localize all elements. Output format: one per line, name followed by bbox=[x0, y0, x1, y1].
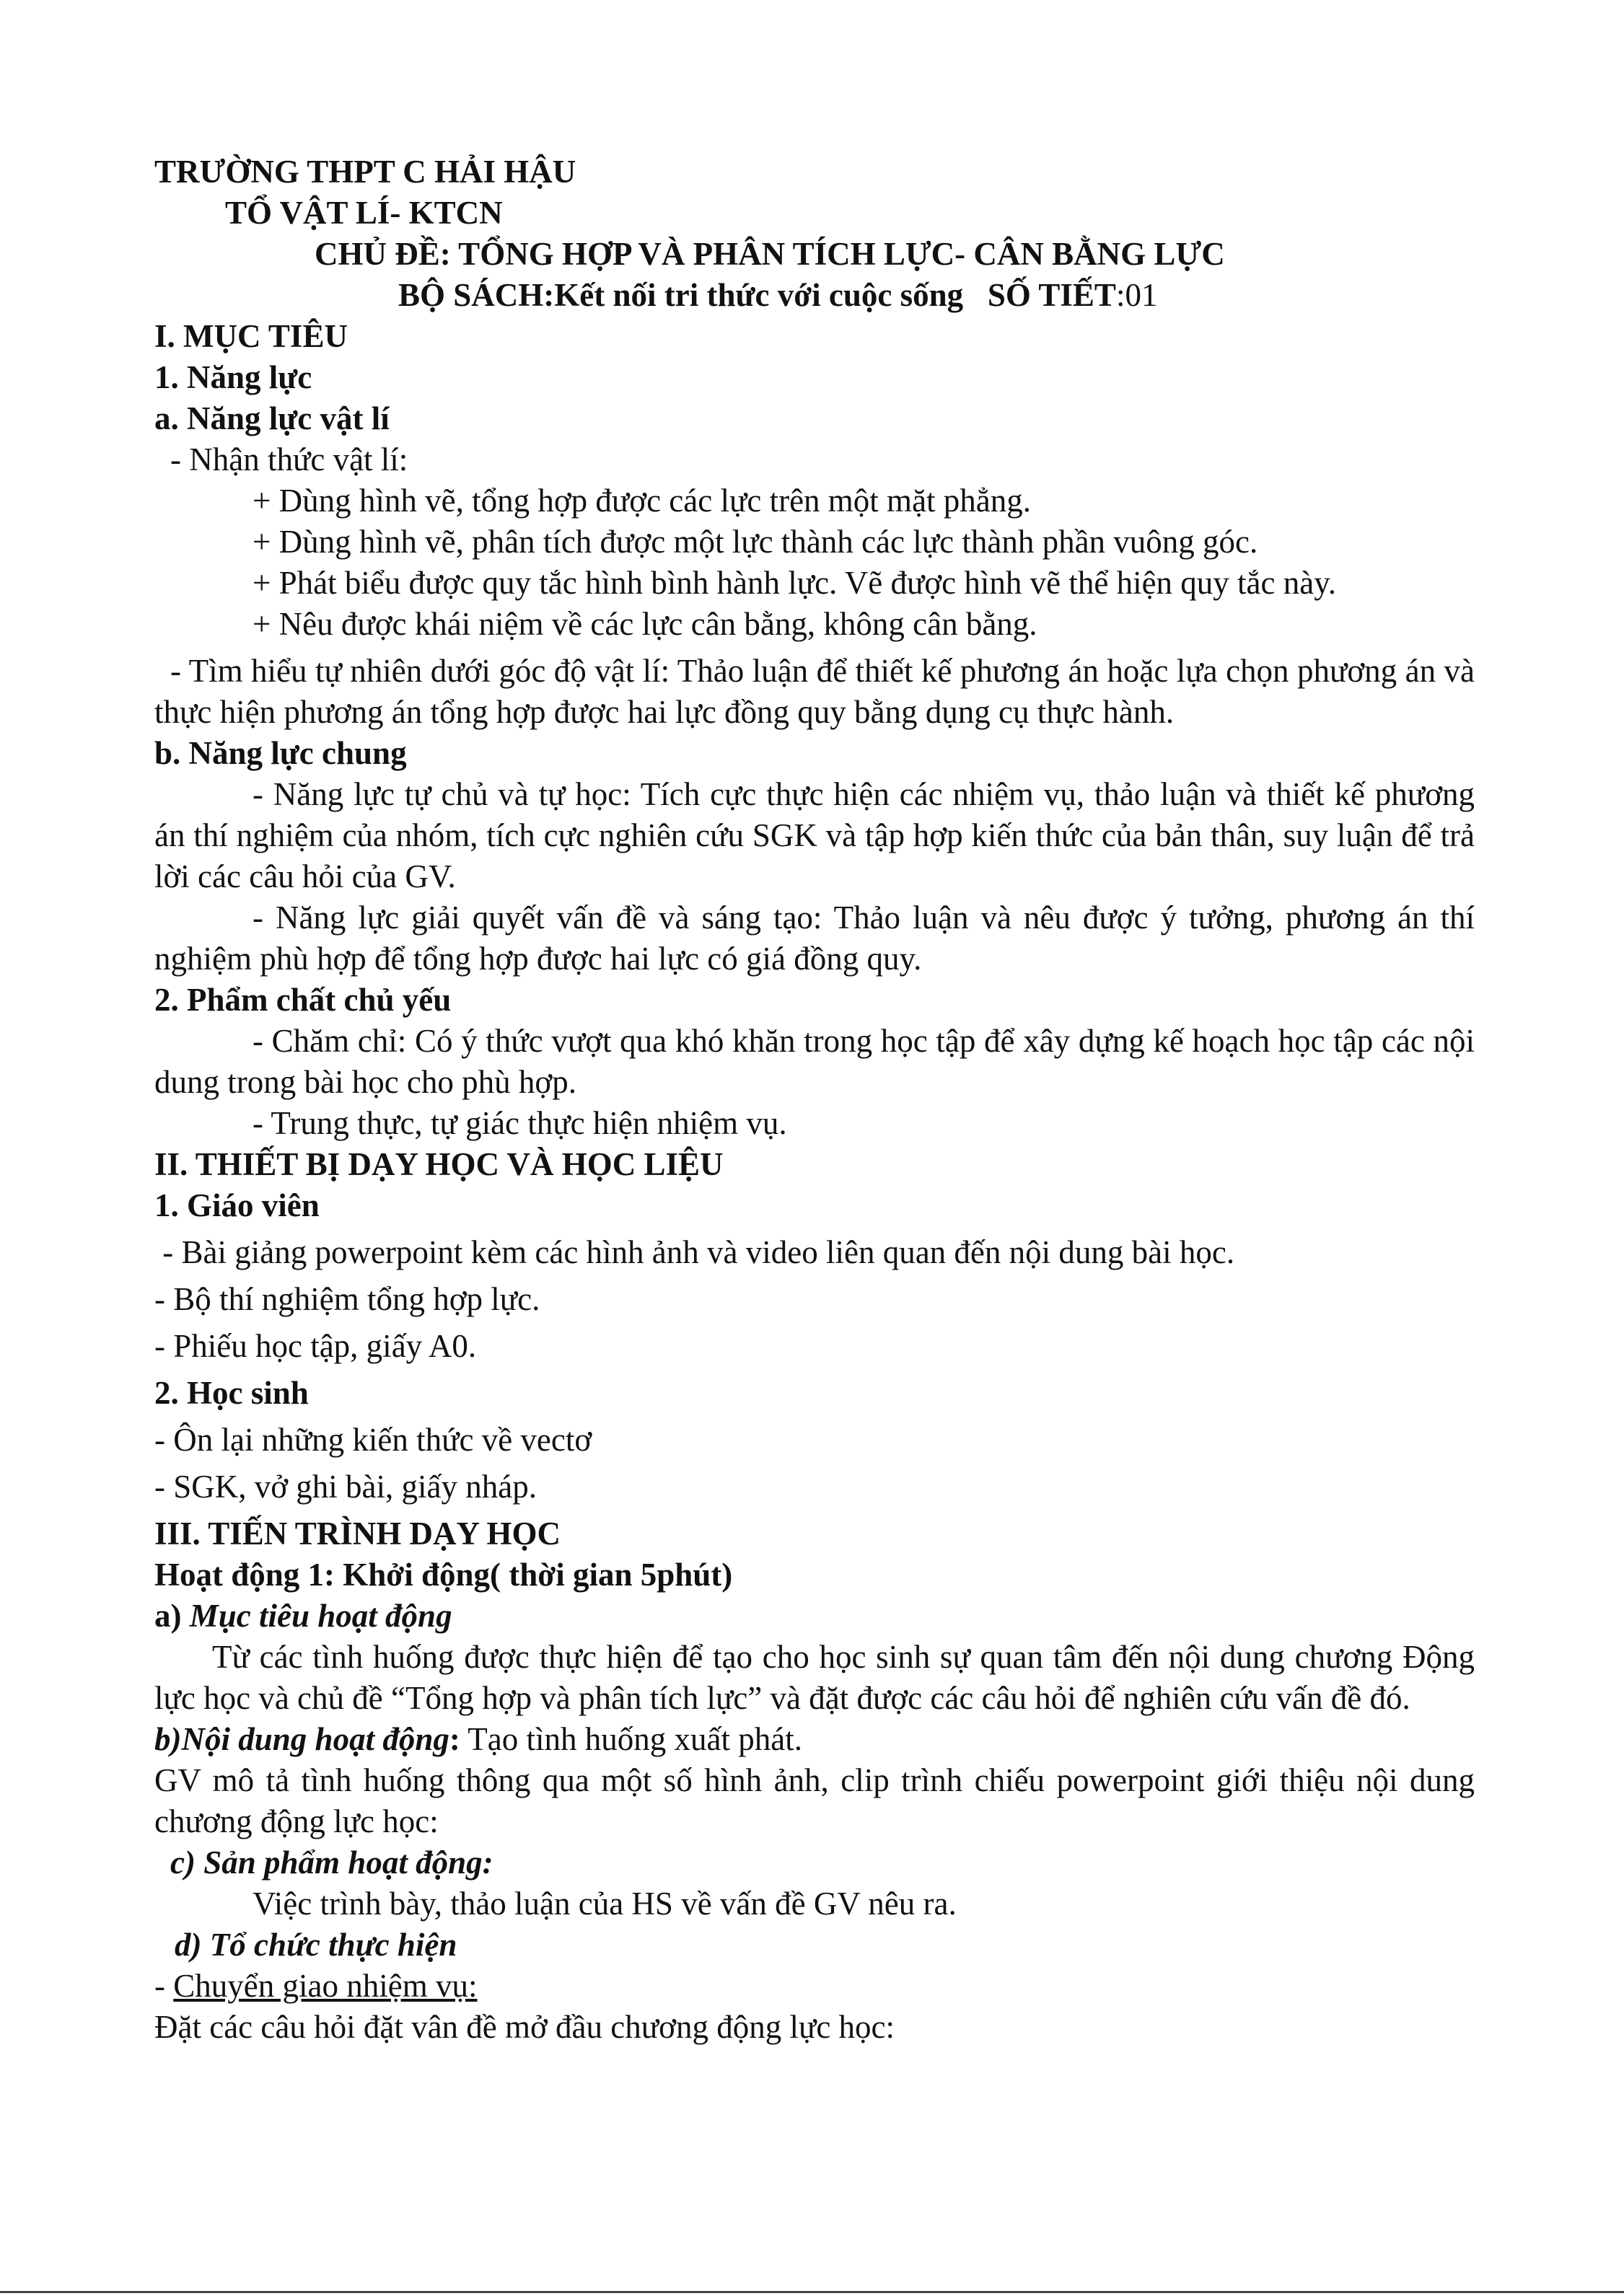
periods-label: SỐ TIẾT bbox=[987, 277, 1116, 313]
teacher-heading: 1. Giáo viên bbox=[154, 1187, 320, 1223]
section-1-heading: I. MỤC TIÊU bbox=[154, 318, 348, 354]
objective-item: + Dùng hình vẽ, tổng hợp được các lực trên một mặt phẳng. bbox=[253, 483, 1032, 519]
objective-item: + Dùng hình vẽ, phân tích được một lực thành các lực thành phần vuông góc. bbox=[253, 524, 1258, 560]
organization-heading: d) Tổ chức thực hiện bbox=[175, 1927, 457, 1963]
student-item: - SGK, vở ghi bài, giấy nháp. bbox=[154, 1469, 537, 1505]
content-text: Tạo tình huống xuất phát. bbox=[460, 1721, 802, 1757]
cognition-label: - Nhận thức vật lí: bbox=[170, 441, 408, 478]
teacher-item: - Phiếu học tập, giấy A0. bbox=[154, 1328, 477, 1364]
book-name: :Kết nối tri thức với cuộc sống bbox=[543, 277, 964, 313]
goal-heading bbox=[154, 1596, 1475, 1637]
objective-item: + Nêu được khái niệm về các lực cân bằng, không cân bằng. bbox=[253, 606, 1037, 642]
content-description: GV mô tả tình huống thông qua một số hình ảnh, clip trình chiếu powerpoint giới thiệu nội dung chương động lực học: bbox=[154, 1762, 1475, 1839]
content-colon: : bbox=[449, 1721, 460, 1757]
physics-competence-heading: a. Năng lực vật lí bbox=[154, 400, 390, 436]
product-paragraph: Việc trình bày, thảo luận của HS về vấn đề GV nêu ra. bbox=[253, 1886, 957, 1922]
book-label: BỘ SÁCH bbox=[398, 277, 544, 313]
honesty-paragraph: - Trung thực, tự giác thực hiện nhiệm vụ. bbox=[253, 1105, 787, 1141]
task-transfer-line bbox=[154, 1966, 1475, 2007]
periods-value: :01 bbox=[1115, 277, 1158, 313]
content-label: b)Nội dung hoạt động bbox=[154, 1721, 449, 1757]
page-bottom-edge bbox=[0, 2291, 1624, 2293]
teacher-item: - Bài giảng powerpoint kèm các hình ảnh và video liên quan đến nội dung bài học. bbox=[154, 1234, 1235, 1270]
diligence-paragraph: - Chăm chỉ: Có ý thức vượt qua khó khăn trong học tập để xây dựng kế hoạch học tập các nội dung trong bài học cho phù hợp. bbox=[154, 1023, 1475, 1100]
task-transfer-label: Chuyển giao nhiệm vụ: bbox=[173, 1968, 478, 2004]
section-2-heading: II. THIẾT BỊ DẠY HỌC VÀ HỌC LIỆU bbox=[154, 1146, 724, 1182]
objective-item: + Phát biểu được quy tắc hình bình hành lực. Vẽ được hình vẽ thể hiện quy tắc này. bbox=[253, 565, 1337, 601]
competence-heading: 1. Năng lực bbox=[154, 359, 312, 395]
book-info bbox=[154, 275, 1475, 316]
student-item: - Ôn lại những kiến thức về vectơ bbox=[154, 1422, 592, 1458]
goal-prefix: a) bbox=[154, 1598, 190, 1634]
document-body bbox=[154, 151, 1475, 2048]
section-3-heading: III. TIẾN TRÌNH DẠY HỌC bbox=[154, 1516, 561, 1552]
content-line bbox=[154, 1719, 1475, 1760]
self-study-paragraph: - Năng lực tự chủ và tự học: Tích cực thực hiện các nhiệm vụ, thảo luận và thiết kế phương án thí nghiệm của nhóm, tích cực nghiên cứu SGK và tập hợp kiến thức của bản thân, suy luận để trả lời các câu hỏi của GV. bbox=[154, 776, 1475, 894]
school-name: TRƯỜNG THPT C HẢI HẬU bbox=[154, 154, 576, 190]
general-competence-heading: b. Năng lực chung bbox=[154, 735, 407, 771]
activity-heading: Hoạt động 1: Khởi động( thời gian 5phút) bbox=[154, 1557, 733, 1593]
department-name: TỔ VẬT LÍ- KTCN bbox=[225, 195, 503, 231]
problem-solving-paragraph: - Năng lực giải quyết vấn đề và sáng tạo: Thảo luận và nêu được ý tưởng, phương án thí nghiệm phù hợp để tổng hợp được hai lực có giá đồng quy. bbox=[154, 900, 1475, 977]
goal-label: Mục tiêu hoạt động bbox=[189, 1598, 452, 1634]
task-transfer-text: Đặt các câu hỏi đặt vân đề mở đầu chương động lực học: bbox=[154, 2009, 895, 2045]
task-transfer-dash: - bbox=[154, 1968, 174, 2004]
product-heading: c) Sản phẩm hoạt động: bbox=[170, 1844, 493, 1881]
goal-paragraph: Từ các tình huống được thực hiện để tạo cho học sinh sự quan tâm đến nội dung chương Động lực học và chủ đề “Tổng hợp và phân tích lực” và đặt được các câu hỏi để nghiên cứu vấn đề đó. bbox=[154, 1639, 1475, 1716]
student-heading: 2. Học sinh bbox=[154, 1375, 309, 1411]
topic-title: CHỦ ĐỀ: TỔNG HỢP VÀ PHÂN TÍCH LỰC- CÂN BẰNG LỰC bbox=[315, 236, 1225, 272]
teacher-item: - Bộ thí nghiệm tổng hợp lực. bbox=[154, 1281, 540, 1317]
explore-paragraph: - Tìm hiểu tự nhiên dưới góc độ vật lí: Thảo luận để thiết kế phương án hoặc lựa chọn phương án và thực hiện phương án tổng hợp được hai lực đồng quy bằng dụng cụ thực hành. bbox=[154, 653, 1475, 730]
qualities-heading: 2. Phẩm chất chủ yếu bbox=[154, 982, 452, 1018]
